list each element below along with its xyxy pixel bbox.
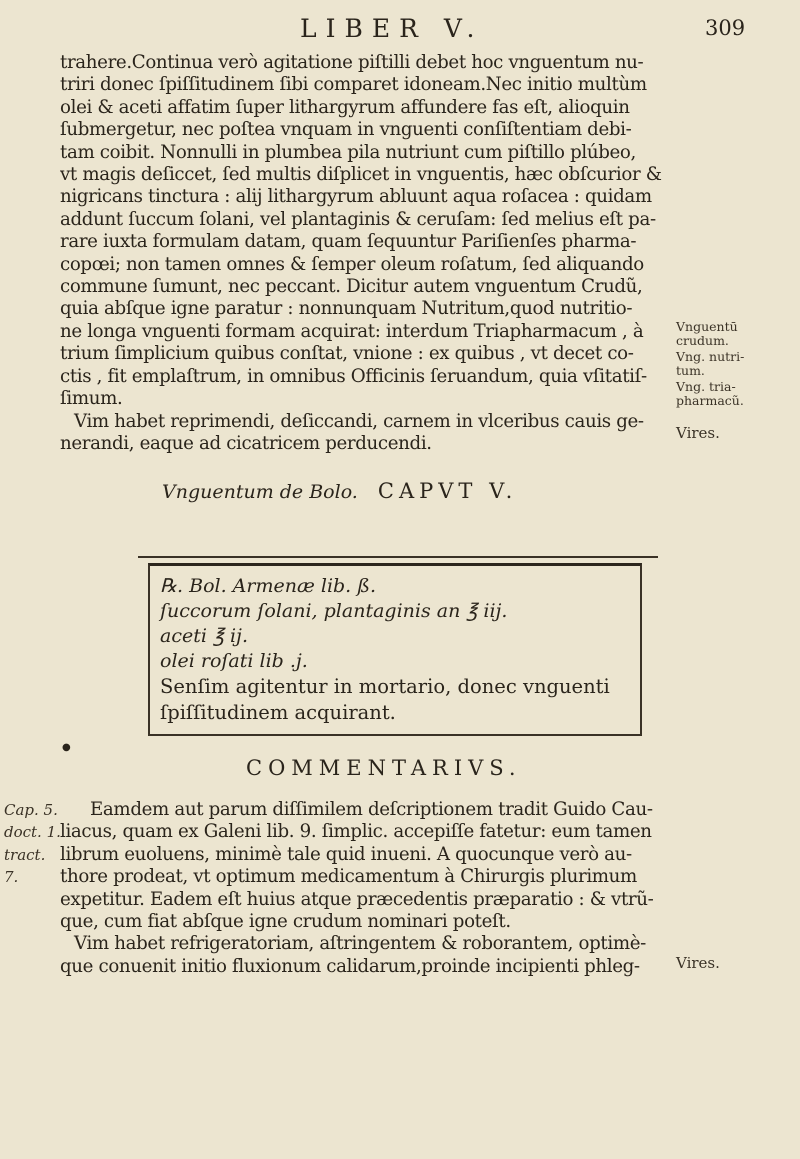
- margin-note: crudum.: [676, 333, 729, 348]
- text-line: rare iuxta formulam datam, quam ſequuntur Pariſienſes pharma-: [60, 231, 637, 253]
- chapter-heading: [162, 479, 517, 503]
- recipe-instruction: [160, 674, 630, 726]
- right-margin-notes-commentary: [676, 956, 796, 970]
- instruction-line: Senſim agitentur in mortario, donec vnguenti: [160, 675, 610, 698]
- text-line: vt magis deſiccet, ſed multis diſplicet in vnguentis, hæc obſcurior &: [60, 164, 662, 186]
- ingredient-line: aceti ℥ ij.: [160, 625, 248, 647]
- text-line: Vim habet refrigeratoriam, aſtringentem & roborantem, optimè-: [74, 933, 646, 955]
- text-line: tam coibit. Nonnulli in plumbea pila nutriunt cum piſtillo plúbeo,: [60, 141, 636, 163]
- instruction-line: ſpiſſitudinem acquirant.: [160, 701, 396, 724]
- margin-note: Vnguentū: [676, 319, 738, 334]
- chapter-title: Vnguentum de Bolo.: [162, 481, 358, 503]
- commentary-heading: COMMENTARIVS.: [246, 756, 522, 780]
- margin-note: pharmacũ.: [676, 393, 744, 408]
- paragraph-unguentum-nutritum: [60, 52, 665, 455]
- text-line: olei & aceti affatim ſuper lithargyrum affundere fas eſt, alioquin: [60, 96, 630, 118]
- margin-note: tum.: [676, 363, 705, 378]
- margin-note: Vires.: [676, 424, 720, 442]
- recipe-ingredients: [160, 574, 630, 674]
- ingredient-line: ſuccorum ſolani, plantaginis an ℥ iij.: [160, 600, 508, 622]
- left-margin-citation: [4, 799, 61, 889]
- text-line: trium ſimplicium quibus conſtat, vnione : ex quibus , vt decet co-: [60, 343, 634, 365]
- text-line: ſimum.: [60, 388, 123, 410]
- text-line: que, cum fiat abſque igne crudum nominari poteſt.: [60, 911, 511, 933]
- citation-line: Cap. 5.: [4, 801, 58, 819]
- margin-note: Vires.: [676, 954, 720, 972]
- text-line: nigricans tinctura : alij lithargyrum abluunt aqua roſacea : quidam: [60, 186, 652, 208]
- text-line: thore prodeat, vt optimum medicamentum à Chirurgis plurimum: [60, 866, 637, 888]
- ingredient-line: olei roſati lib .j.: [160, 650, 308, 672]
- citation-line: 7.: [4, 868, 19, 887]
- top-rule: [138, 556, 658, 558]
- commentary-text: [60, 799, 665, 978]
- page-number: 309: [705, 16, 746, 40]
- text-line: Vim habet reprimendi, deſiccandi, carnem in vlceribus cauis ge-: [74, 410, 644, 432]
- recipe-box: [148, 563, 642, 736]
- text-line: liacus, quam ex Galeni lib. 9. ſimplic. accepiſſe fatetur: eum tamen: [60, 821, 652, 843]
- chapter-number: CAPVT V.: [377, 479, 518, 503]
- text-line: ne longa vnguenti formam acquirat: interdum Triapharmacum , à: [60, 320, 644, 342]
- text-line: expetitur. Eadem eſt huius atque præcedentis præparatio : & vtrũ-: [60, 888, 654, 910]
- margin-note: Vng. tria-: [676, 379, 736, 394]
- text-line: commune ſumunt, nec peccant. Dicitur autem vnguentum Crudũ,: [60, 276, 643, 298]
- running-title: LIBER V.: [300, 14, 484, 43]
- ingredient-line: ℞. Bol. Armenæ lib. ß.: [160, 575, 376, 597]
- text-line: ſubmergetur, nec poſtea vnquam in vnguenti conſiſtentiam debi-: [60, 119, 632, 141]
- citation-line: tract.: [4, 845, 46, 864]
- text-line: addunt ſuccum ſolani, vel plantaginis & ceruſam: ſed melius eſt pa-: [60, 208, 656, 230]
- text-line: nerandi, eaque ad cicatricem perducendi.: [60, 432, 432, 454]
- text-line: trahere.Continua verò agitatione piſtilli debet hoc vnguentum nu-: [60, 52, 644, 73]
- text-line: que conuenit initio fluxionum calidarum,proinde incipienti phleg-: [60, 955, 640, 977]
- text-line: librum euoluens, minimè tale quid inueni. A quocunque verò au-: [60, 843, 632, 865]
- text-line: copœi; non tamen omnes & ſemper oleum roſatum, ſed aliquando: [60, 253, 644, 275]
- citation-line: doct. 1.: [4, 823, 61, 842]
- ornament-dot-icon: ●: [62, 742, 71, 753]
- text-line: quia abſque igne paratur : nonnunquam Nutritum,quod nutritio-: [60, 298, 633, 320]
- text-line: ctis , fit emplaſtrum, in omnibus Officinis ſeruandum, quia vſitatiſ-: [60, 365, 647, 387]
- margin-note: Vng. nutri-: [676, 349, 745, 364]
- text-line: triri donec ſpiſſitudinem ſibi comparet idoneam.Nec initio multùm: [60, 74, 647, 96]
- right-margin-notes: [676, 320, 796, 440]
- page-header: [0, 14, 800, 44]
- text-line: Eamdem aut parum diſſimilem deſcriptionem tradit Guido Cau-: [90, 799, 653, 820]
